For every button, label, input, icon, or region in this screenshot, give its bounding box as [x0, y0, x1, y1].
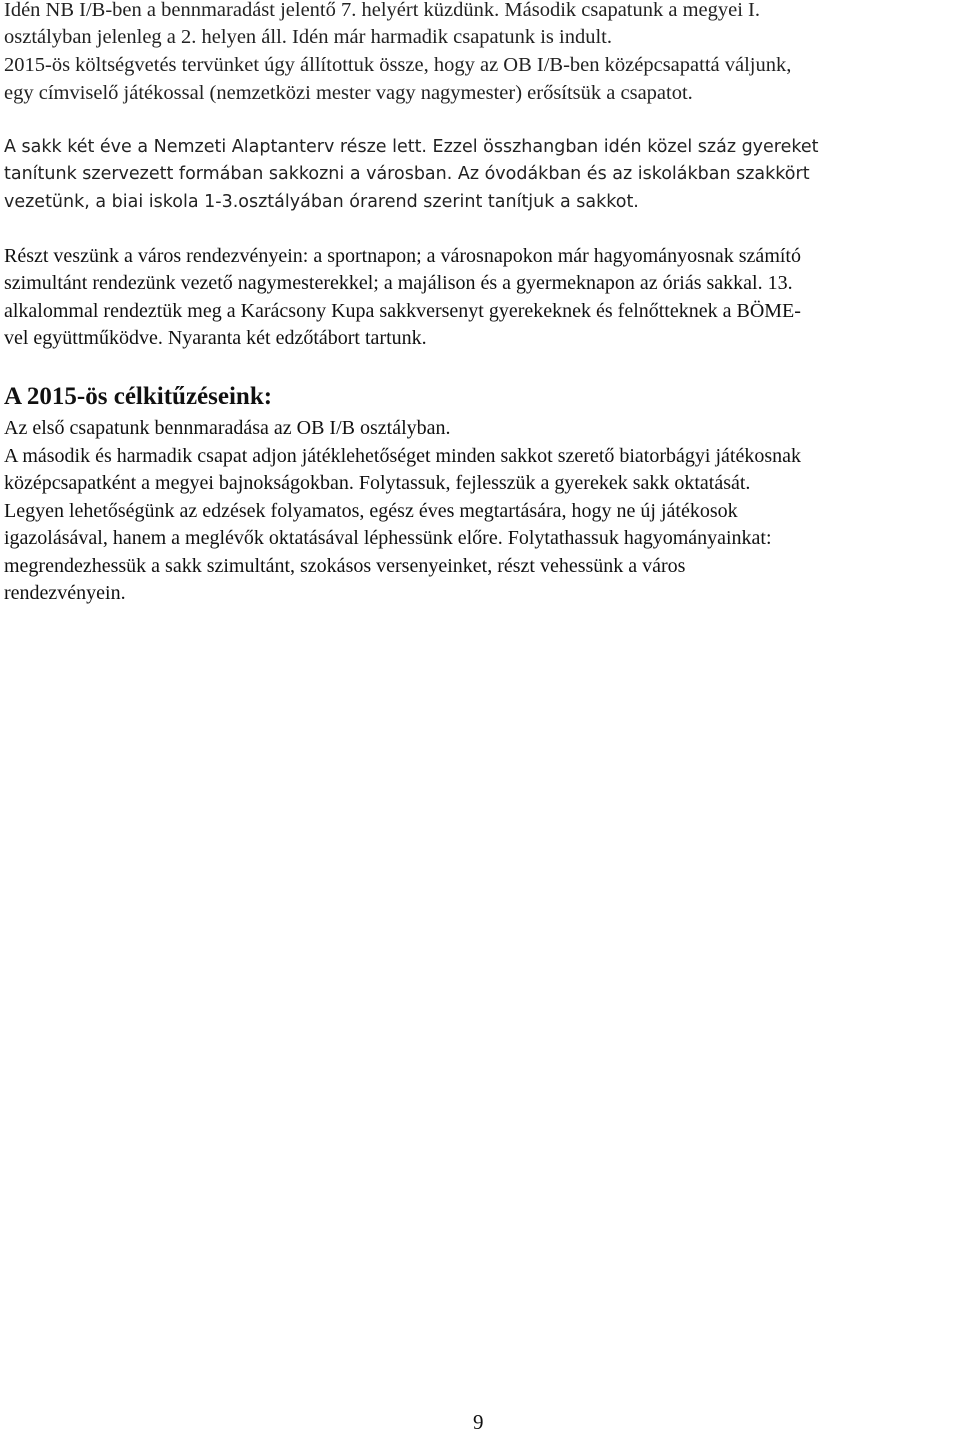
paragraph-1-line-4: egy címviselő játékossal (nemzetközi mester vagy nagymester) erősítsük a csapatot.: [4, 82, 693, 104]
paragraph-3-line-4: vel együttműködve. Nyaranta két edzőtábort tartunk.: [4, 327, 427, 349]
paragraph-1-line-3: 2015-ös költségvetés tervünket úgy állítottuk össze, hogy az OB I/B-ben középcsapattá váljunk,: [4, 54, 792, 76]
section-line-4: Legyen lehetőségünk az edzések folyamatos, egész éves megtartására, hogy ne új játékosok: [4, 500, 738, 522]
paragraph-1-line-1: Idén NB I/B-ben a bennmaradást jelentő 7. helyért küzdünk. Második csapatunk a megyei I.: [4, 0, 760, 21]
paragraph-3-line-1: Részt veszünk a város rendezvényein: a sportnapon; a városnapokon már hagyományosnak számító: [4, 245, 801, 267]
section-line-3: középcsapatként a megyei bajnokságokban. Folytassuk, fejlesszük a gyerekek sakk oktatását.: [4, 472, 751, 494]
section-line-1: Az első csapatunk bennmaradása az OB I/B osztályban.: [4, 417, 451, 439]
section-line-6: megrendezhessük a sakk szimultánt, szokásos versenyeinket, részt vehessünk a város: [4, 555, 686, 577]
paragraph-2-line-3: vezetünk, a biai iskola 1-3.osztályában órarend szerint tanítjuk a sakkot.: [4, 192, 639, 212]
page-number: 9: [473, 1410, 484, 1434]
paragraph-2-line-1: A sakk két éve a Nemzeti Alaptanterv része lett. Ezzel összhangban idén közel száz gyereket: [4, 137, 819, 157]
section-heading: A 2015-ös célkitűzéseink:: [4, 383, 273, 410]
paragraph-2-line-2: tanítunk szervezett formában sakkozni a városban. Az óvodákban és az iskolákban szakkört: [4, 164, 810, 184]
section-line-7: rendezvényein.: [4, 582, 126, 604]
section-line-5: igazolásával, hanem a meglévők oktatásával léphessünk előre. Folytathassuk hagyományainkat:: [4, 527, 772, 549]
paragraph-3-line-3: alkalommal rendeztük meg a Karácsony Kupa sakkversenyt gyerekeknek és felnőtteknek a BÖME-: [4, 300, 801, 322]
paragraph-3-line-2: szimultánt rendezünk vezető nagymesterekkel; a majálison és a gyermeknapon az óriás sakkal. 13.: [4, 272, 793, 294]
section-line-2: A második és harmadik csapat adjon játéklehetőséget minden sakkot szerető biatorbágyi játékosnak: [4, 445, 801, 467]
paragraph-1-line-2: osztályban jelenleg a 2. helyen áll. Idén már harmadik csapatunk is indult.: [4, 26, 612, 48]
